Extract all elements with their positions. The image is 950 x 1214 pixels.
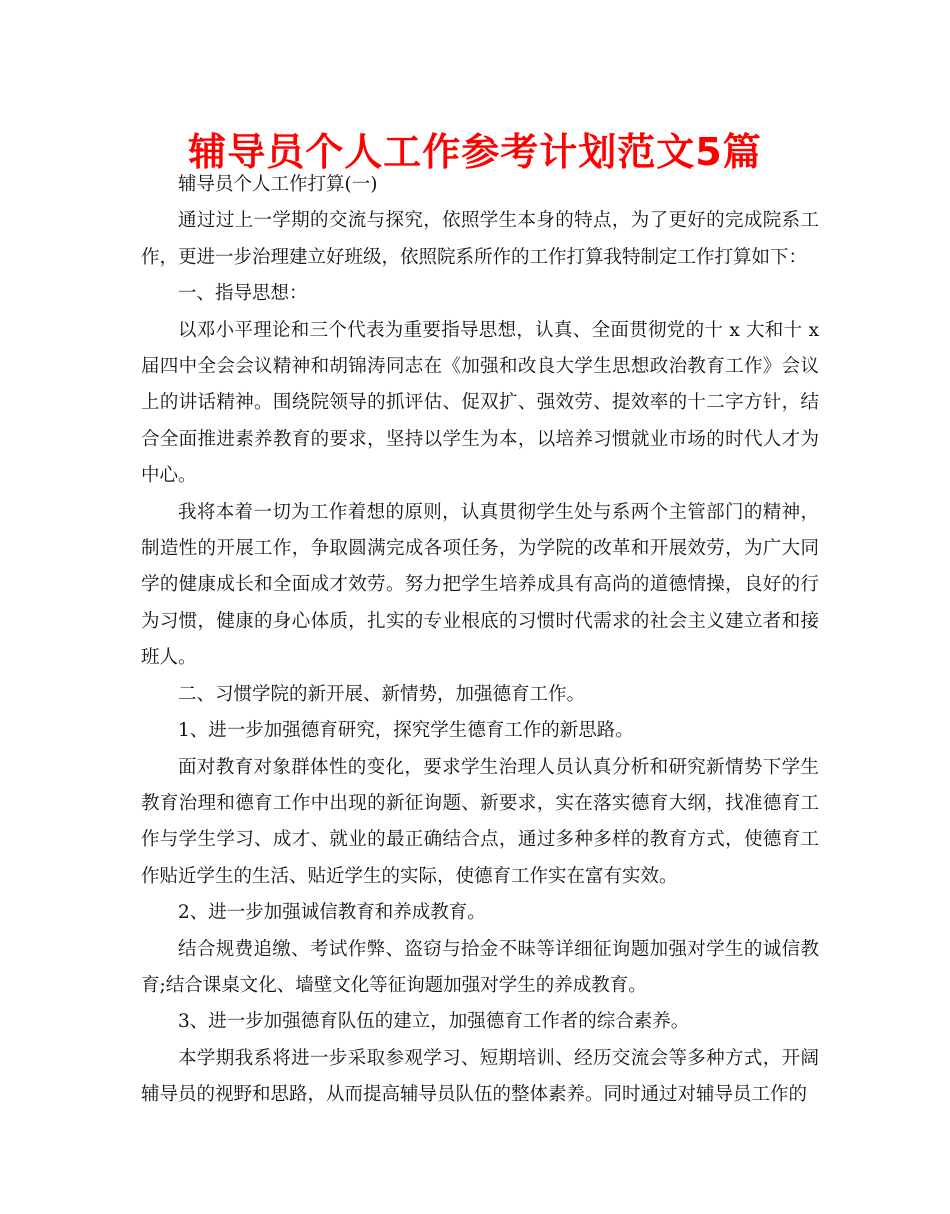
paragraph: 辅导员个人工作打算(一) — [178, 174, 378, 195]
paragraph: 一、指导思想： — [178, 283, 308, 305]
paragraph: 以邓小平理论和三个代表为重要指导思想，认真、全面贯彻党的十 x 大和十 x 届四中全会会议精神和胡锦涛同志在《加强和改良大学生思想政治教育工作》会议上的讲话精神。围绕院领导的抓评估、促双扩、强效劳、提效率的十二字方针，结合全面推进素养教育的要求，坚持以学生为本，以培养习惯就业市场的时代人才为中心。 — [141, 319, 819, 487]
paragraph: 通过过上一学期的交流与探究，依照学生本身的特点，为了更好的完成院系工作，更进一步治理建立好班级，依照院系所作的工作打算我特制定工作打算如下： — [141, 210, 819, 268]
paragraph: 二、习惯学院的新开展、新情势，加强德育工作。 — [178, 683, 586, 705]
paragraph: 结合规费追缴、考试作弊、盗窃与拾金不昧等详细征询题加强对学生的诚信教育;结合课桌文化、墙壁文化等征询题加强对学生的养成教育。 — [141, 938, 819, 996]
paragraph: 2、进一步加强诚信教育和养成教育。 — [178, 902, 486, 924]
paragraph: 我将本着一切为工作着想的原则，认真贯彻学生处与系两个主管部门的精神，制造性的开展工作，争取圆满完成各项任务，为学院的改革和开展效劳，为广大同学的健康成长和全面成才效劳。努力把学生培养成具有高尚的道德情操，良好的行为习惯，健康的身心体质，扎实的专业根底的习惯时代需求的社会主义建立者和接班人。 — [141, 501, 819, 669]
paragraph: 面对教育对象群体性的变化，要求学生治理人员认真分析和研究新情势下学生教育治理和德育工作中出现的新征询题、新要求，实在落实德育大纲，找准德育工作与学生学习、成才、就业的最正确结合点，通过多种多样的教育方式，使德育工作贴近学生的生活、贴近学生的实际，使德育工作实在富有实效。 — [141, 756, 819, 887]
document-title: 辅导员个人工作参考计划范文5篇 — [188, 130, 762, 174]
paragraph: 1、进一步加强德育研究，探究学生德育工作的新思路。 — [178, 720, 634, 742]
paragraph: 本学期我系将进一步采取参观学习、短期培训、经历交流会等多种方式，开阔辅导员的视野和思路，从而提高辅导员队伍的整体素养。同时通过对辅导员工作的 — [141, 1047, 819, 1106]
document-body — [141, 167, 819, 1114]
paragraph: 3、进一步加强德育队伍的建立，加强德育工作者的综合素养。 — [178, 1011, 690, 1033]
